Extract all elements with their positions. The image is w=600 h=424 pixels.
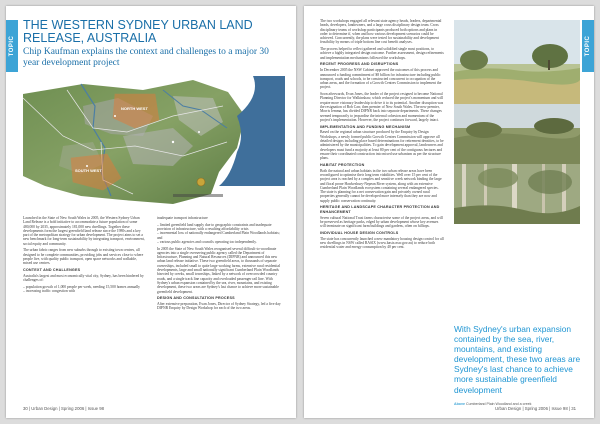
body-paragraph: Both the natural and urban habitats in the two urban release areas have been reconfigured to optimise their long term viabilities. Well over 15 per cent of the project area is reached by a complex and sensitive creek network binding the large and floral prone Hawkesbury-Nepean River system, along with an extensive Cumberland Plain Woodlands ecosystem containing several endangered species. The state is planning for a net conservation gain and privately owned rural properties generally cannot be developed more intensely than they are now and supply public conservation continuity.: [320, 168, 442, 203]
caption-text: Cumberland Plain Woodland and a creek: [465, 402, 532, 406]
left-text-column-1: [23, 216, 147, 296]
body-paragraph: Seven cultural National Trust farms characterise some of the project areas, and will be preserved as heritage parks, edged by urban development whose key avenues will terminate on significant farm buildings and gardens, often on hilltops.: [320, 215, 443, 229]
folio-right: Urban Design | Spring 2006 | Issue 98 | 31: [495, 406, 576, 411]
section-heading: RECENT PROGRESS AND DISRUPTIONS: [320, 62, 399, 67]
map-seal-icon: [197, 178, 205, 186]
bullet-list: [157, 223, 281, 244]
topic-label-right: TOPIC: [585, 35, 591, 57]
section-heading: CONTEXT AND CHALLENGES: [23, 268, 81, 273]
body-paragraph: Based on the regional urban structure produced by the Enquiry by Design Workshops, a newly formed public Growth Centres Commission will approve all detailed designs including place based determinations for retirement densities, to be administered by the municipalities. To gain development approval, landowners and developers must fund a majority at least 80 per cent of the contiguous hectares and ensure their coordinated construction into mixed use urbanism as per the structure plans.: [320, 130, 444, 161]
bullet-item: – limited greenfield land supply due to geographic constraints and inadequate provision of infrastructure, with a resulting affordability crisis: [157, 223, 281, 232]
pull-quote: With Sydney's urban expansion contained by the sea, river, mountains, and existing development, these two areas are Sydney's last chance to achieve more sustainable greenfield development: [454, 324, 581, 395]
body-paragraph: Launched in the State of New South Wales in 2005, the Western Sydney Urban Land Release is a bold initiative to accommodate a future population of some 480,000 by 2035, approximately 181,000 new dwellings. Together these developments form the largest greenfield land release since the 1980s and a key part of the metropolitan strategy for urban development. The project aims to set a new benchmark for long-term sustainability by integrating transport, environment, social equity and community.: [23, 216, 145, 246]
photo-woodland-creek: [454, 164, 580, 224]
bullet-item: – increasing traffic congestion with: [23, 289, 147, 293]
topic-label-left: TOPIC: [9, 35, 15, 57]
body-paragraph: inadequate transport infrastructure: [157, 216, 208, 220]
right-text-column-2: [453, 228, 573, 320]
article-title: THE WESTERN SYDNEY URBAN LAND RELEASE, AUSTRALIA: [23, 18, 253, 45]
section-heading: INDIVIDUAL HOUSE DESIGN CONTROLS: [320, 230, 399, 235]
folio-left: 30 | Urban Design | Spring 2006 | Issue 98: [23, 406, 104, 411]
body-paragraph: The state has concurrently launched a new mandatory housing design control for all new dwellings in NSW called BASIX (www.basix.nsw.gov.au) to reduce both residential water and energy consumption by 40 per cent.: [320, 236, 444, 250]
photo-landscape: [454, 20, 580, 104]
left-text-column-2: [157, 216, 281, 313]
satellite-map: [23, 76, 285, 209]
section-heading: DESIGN AND CONSULTATION PROCESS: [157, 296, 235, 301]
section-heading: HABITAT PROTECTION: [320, 162, 365, 167]
section-heading: HERITAGE AND LANDSCAPE CHARACTER PROTECTION AND ENHANCEMENT: [320, 205, 440, 214]
bullet-item: – incremental loss of nationally endangered Cumberland Plain Woodlands habitats; and: [157, 231, 281, 240]
left-page: [6, 6, 296, 418]
section-heading: IMPLEMENTATION AND FUNDING MECHANISM: [320, 124, 411, 129]
caption-label: Above: [454, 402, 465, 406]
body-paragraph: The urban fabric ranges from new suburbs through to existing town centres, all designed to be complete communities, providing jobs and services close to where people live, with quality public transport, open space networks and walkable, mixed use centres.: [23, 248, 144, 266]
right-page: [304, 6, 594, 418]
body-paragraph: After extensive preparation, Evan Jones, Director of Sydney Strategy, led a five day DIPNR Enquiry by Design Workshop for each of the two areas.: [157, 302, 281, 311]
bullet-list: [23, 285, 147, 294]
body-paragraph: In 2005 the State of New South Wales reorganised several difficult-to-coordinate agencies into a single overseeing public agency called the Department of Infrastructure, Planning and Natural Resources (DIPNR) and announced this new urban land release initiative. These two greenfield areas, to thousands of separate ownerships, included small to quite large working farms, extensive rural residential developments, large and small nationally significant Cumberland Plain Woodlands bisected by creeks, small townships, linked by a network of overcrowded country roads, and a single track line capacity and overloaded passenger rail line. With Sydney's urban expansion contained by the sea, river, mountains, and existing development, these two areas are Sydney's last chance to achieve more sustainable greenfield development.: [157, 246, 281, 294]
bullet-item: – population growth of 1,000 people per week, needing 15,500 homes annually: [23, 285, 147, 289]
right-text-column-1: [320, 19, 444, 252]
topic-tab-right: [582, 20, 594, 72]
photo-rural-view: [454, 104, 580, 164]
body-paragraph: The two workshops engaged all relevant state agency heads, leaders, departmental heads, developers, landowners, and a large cross disciplinary design team. Cross disciplinary teams of workshop participants produced both options and plans in order to determine if, when and how various development scenarios could be achieved. Concurrently, the plans were tested for sustainability and development feasibility by means of triple bottom line cost benefit analyses.: [320, 19, 442, 45]
body-paragraph: Soon afterwards, Evan Jones, the leader of the project resigned to become National Planning Director for Walkinshaw, which reduced the project's momentum and will require more visionary leadership to drive it to its potential. Another disruption was the resignation of Bob Carr, then premier of New South Wales. The new premier, Morris Iemma, has divided DIPNR back into separate departments. These changes seemed temporarily to jeopardise the internal cohesion and momentum of the project's implementation. However, the project continues forward, largely intact.: [320, 92, 444, 122]
map-label-south-west: SOUTH WEST: [75, 168, 102, 173]
body-paragraph: The process helped to reflect gathered and solidified single most positions, to achieve a highly integrated design outcome. Further assessment, design refinements and implementation mechanisms followed the workshops.: [320, 47, 444, 60]
map-graphic: [23, 76, 285, 209]
bullet-item: – various public agencies and councils operating too independently.: [157, 240, 281, 244]
article-standfirst: Chip Kaufman explains the context and challenges to a major 30 year development project: [23, 47, 269, 68]
body-paragraph: Australia's largest and most economically vital city, Sydney, has been hindered by challenges of:: [23, 273, 144, 283]
map-label-north-west: NORTH WEST: [121, 106, 148, 111]
body-paragraph: In December 2005 the NSW Cabinet approved the outcomes of this process and announced a funding commitment of $8 billion for infrastructure including public transport, roads and schools, to be constructed concurrent to occupation of the urban areas, and the formation of a Growth Centres Commission to implement the project.: [320, 68, 442, 90]
topic-tab-left: [6, 20, 18, 72]
